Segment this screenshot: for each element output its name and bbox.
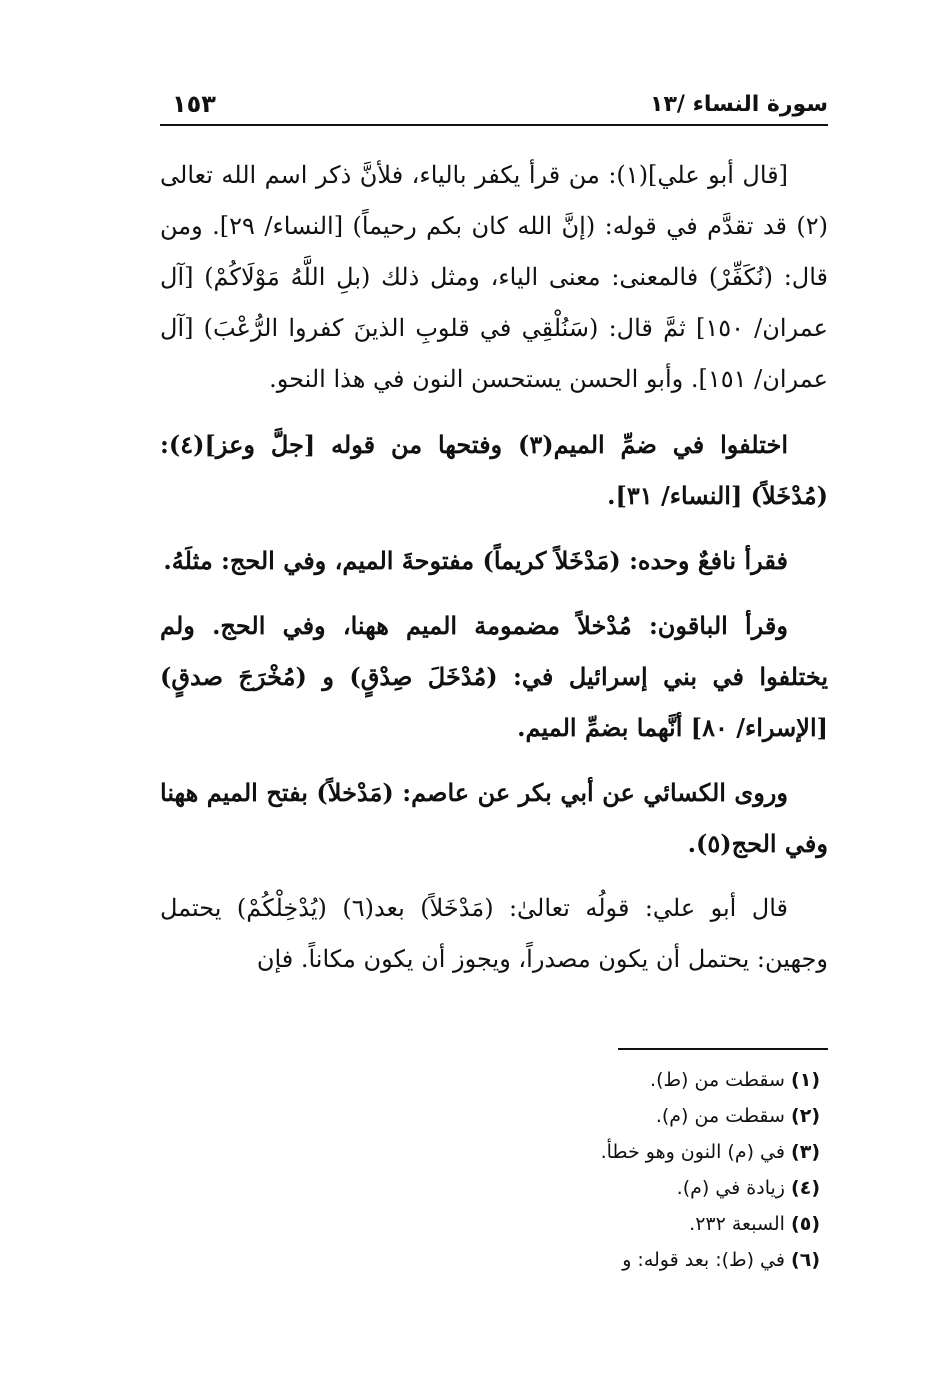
footnote-text: في (م) النون وهو خطأ.	[600, 1141, 785, 1163]
footnote-number: (٢)	[791, 1105, 820, 1127]
footnote-text: السبعة ٢٣٢.	[689, 1213, 785, 1235]
footnote-4	[601, 1170, 820, 1206]
footnote-text: زيادة في (م).	[676, 1177, 785, 1199]
footnote-number: (٤)	[791, 1177, 820, 1199]
footnote-number: (٦)	[791, 1249, 820, 1271]
footnote-number: (٣)	[791, 1141, 820, 1163]
paragraph-3: فقرأ نافعٌ وحده: (مَدْخَلاً كريماً) مفتوحةَ الميم، وفي الحج: مثلَهُ.	[163, 546, 788, 575]
paragraph-4: وقرأ الباقون: مُدْخلاً مضمومة الميم ههنا، وفي الحج. ولم يختلفوا في بني إسرائيل في: (مُدْخَلَ صِدْقٍ) و (مُخْرَجَ صدقٍ) [الإسراء/ ٨٠] أنَّهما بضمِّ الميم.	[160, 611, 828, 742]
footnote-3	[601, 1134, 820, 1170]
page-number: ١٥٣	[172, 90, 216, 118]
footnote-1	[601, 1062, 820, 1098]
footnote-text: سقطت من (م).	[655, 1105, 785, 1127]
footnote-number: (١)	[791, 1069, 820, 1091]
footnote-2	[601, 1098, 820, 1134]
paragraph-2: اختلفوا في ضمِّ الميم(٣) وفتحها من قوله [جلَّ وعز](٤): (مُدْخَلاً) [النساء/ ٣١].	[160, 430, 828, 510]
footnote-text: سقطت من (ط).	[650, 1069, 785, 1091]
paragraph-1: [قال أبو علي](١): من قرأ يكفر بالياء، فلأنَّ ذكر اسم الله تعالى (٢) قد تقدَّم في قوله: (إنَّ الله كان بكم رحيماً) [النساء/ ٢٩]. ومن قال: (نُكَفِّرْ) فالمعنى: معنى الياء، ومثل ذلك (بلِ اللَّهُ مَوْلَاكُمْ) [آل عمران/ ١٥٠] ثمَّ قال: (سَنُلْقِي في قلوبِ الذينَ كفروا الرُّعْبَ) [آل عمران/ ١٥١]. وأبو الحسن يستحسن النون في هذا النحو.	[160, 161, 828, 393]
footnote-list	[601, 1062, 820, 1278]
main-text	[160, 150, 828, 999]
footnote-6	[601, 1242, 820, 1278]
footnote-number: (٥)	[791, 1213, 820, 1235]
footnote-divider	[618, 1048, 828, 1050]
paragraph-5: وروى الكسائي عن أبي بكر عن عاصم: (مَدْخلاً) بفتح الميم ههنا وفي الحج(٥).	[160, 778, 828, 858]
page-header	[160, 88, 828, 126]
footnote-text: في (ط): بعد قوله: و	[622, 1249, 785, 1271]
running-title: سورة النساء /١٣	[650, 92, 828, 117]
paragraph-6: قال أبو علي: قولُه تعالىٰ: (مَدْخَلاً) بعد(٦) (يُدْخِلْكُمْ) يحتمل وجهين: يحتمل أن يكون مصدراً، ويجوز أن يكون مكاناً. فإن	[160, 894, 828, 973]
footnote-5	[601, 1206, 820, 1242]
